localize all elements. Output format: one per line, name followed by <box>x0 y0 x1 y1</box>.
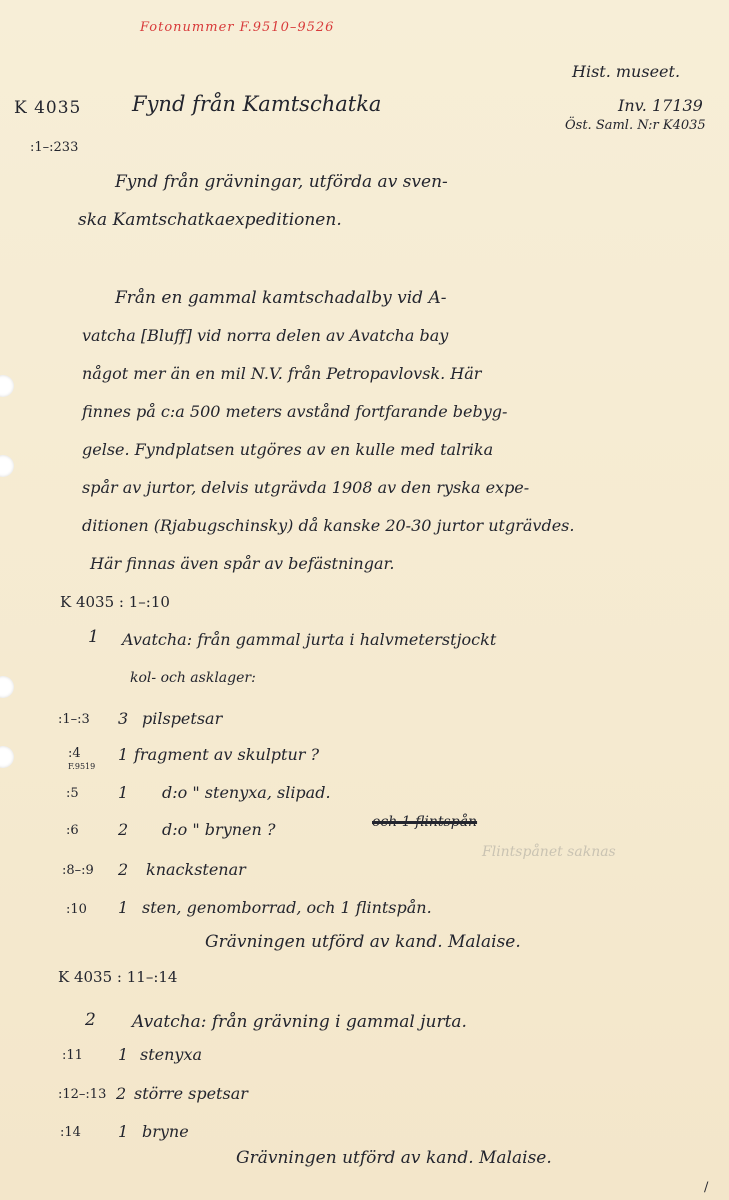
item-count: 1 <box>118 1122 129 1141</box>
item-count: 1 <box>118 745 129 764</box>
punch-hole <box>0 375 14 397</box>
punch-hole <box>0 676 14 698</box>
excavation-note: Grävningen utförd av kand. Malaise. <box>236 1148 552 1168</box>
item-desc: bryne <box>142 1122 189 1141</box>
item-count: 1 <box>118 898 129 917</box>
photo-ref: F.9519 <box>68 762 96 771</box>
paragraph-line: Här finnas även spår av befästningar. <box>90 554 395 573</box>
museum-label: Hist. museet. <box>572 62 681 81</box>
item-ref: :11 <box>62 1048 83 1063</box>
section-ref: K 4035 : 1–:10 <box>60 593 170 611</box>
struck-text: och 1 flintspån <box>372 814 478 830</box>
section-number: 1 <box>88 627 99 647</box>
item-count: 1 <box>118 783 129 802</box>
item-desc: stenyxa <box>140 1045 203 1064</box>
item-desc: d:o " brynen ? <box>162 820 276 839</box>
item-desc: större spetsar <box>134 1084 248 1103</box>
section-number: 2 <box>85 1010 96 1030</box>
item-desc: d:o " stenyxa, slipad. <box>162 783 331 802</box>
section-title: kol- och asklager: <box>130 670 256 686</box>
item-desc: sten, genomborrad, och 1 flintspån. <box>142 898 432 917</box>
item-ref: :4 <box>68 746 81 761</box>
section-ref: K 4035 : 11–:14 <box>58 968 178 986</box>
punch-hole <box>0 455 14 477</box>
section-title: Avatcha: från grävning i gammal jurta. <box>132 1012 467 1032</box>
collection-number: Öst. Saml. N:r K4035 <box>565 118 706 133</box>
item-ref: :8–:9 <box>62 863 94 878</box>
item-count: 3 <box>118 709 129 728</box>
pencil-note: Flintspånet saknas <box>482 844 616 860</box>
item-count: 1 <box>118 1045 129 1064</box>
photo-number: Fotonummer F.9510–9526 <box>140 20 335 35</box>
item-count: 2 <box>118 820 129 839</box>
paragraph-line: vatcha [Bluff] vid norra delen av Avatcha bay <box>82 326 449 345</box>
paragraph-line: spår av jurtor, delvis utgrävda 1908 av den ryska expe- <box>82 478 530 497</box>
paragraph-line: finnes på c:a 500 meters avstånd fortfarande bebyg- <box>82 402 508 421</box>
catalog-range: :1–:233 <box>30 140 79 155</box>
paragraph-line: gelse. Fyndplatsen utgöres av en kulle med talrika <box>82 440 494 459</box>
document-title: Fynd från Kamtschatka <box>132 92 382 116</box>
item-count: 2 <box>116 1084 127 1103</box>
item-count: 2 <box>118 860 129 879</box>
intro-line: Fynd från grävningar, utförda av sven- <box>115 172 448 192</box>
section-title: Avatcha: från gammal jurta i halvmeterstjockt <box>122 630 497 649</box>
item-ref: :6 <box>66 823 79 838</box>
intro-line: ska Kamtschatkaexpeditionen. <box>78 210 342 230</box>
item-ref: :14 <box>60 1125 81 1140</box>
corner-mark: / <box>704 1180 709 1195</box>
item-desc: fragment av skulptur ? <box>134 745 320 764</box>
paragraph-line: något mer än en mil N.V. från Petropavlovsk. Här <box>82 364 482 383</box>
item-desc: pilspetsar <box>142 709 223 728</box>
paragraph-line: ditionen (Rjabugschinsky) då kanske 20-30 jurtor utgrävdes. <box>82 516 575 535</box>
item-ref: :12–:13 <box>58 1087 107 1102</box>
inventory-number: Inv. 17139 <box>618 96 703 115</box>
paragraph-line: Från en gammal kamtschadalby vid A- <box>115 288 447 308</box>
catalog-number: K 4035 <box>14 98 82 118</box>
punch-hole <box>0 746 14 768</box>
item-desc: knackstenar <box>146 860 246 879</box>
item-ref: :1–:3 <box>58 712 90 727</box>
item-ref: :5 <box>66 786 79 801</box>
item-ref: :10 <box>66 902 87 917</box>
excavation-note: Grävningen utförd av kand. Malaise. <box>205 932 521 952</box>
